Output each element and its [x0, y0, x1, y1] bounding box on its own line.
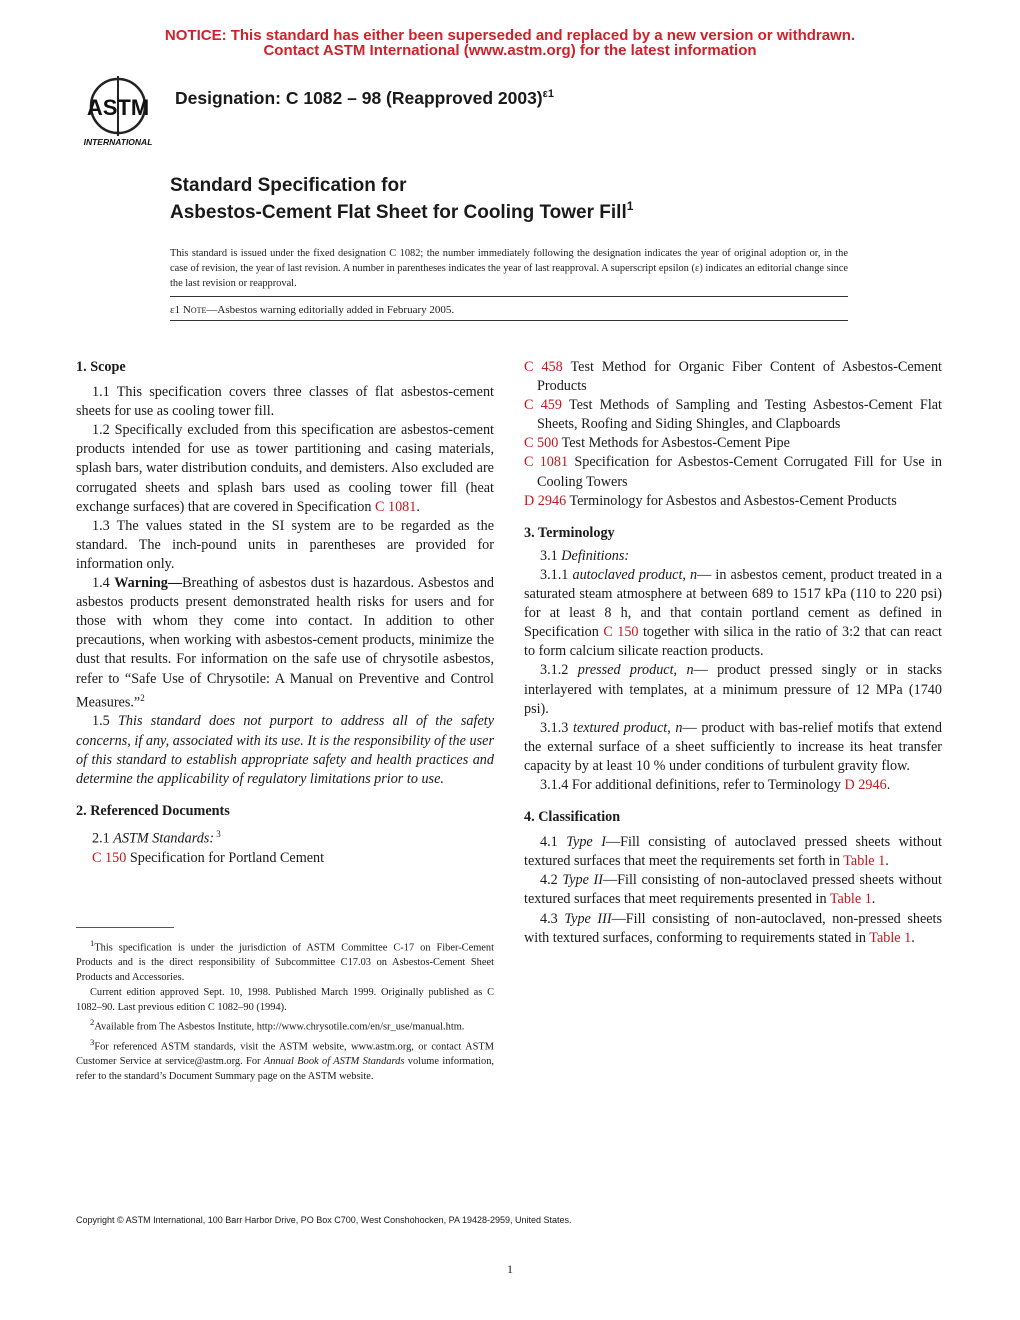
para-1-1: 1.1 This specification covers three classes of flat asbestos-cement sheets for use as cooling tower fill. [76, 384, 494, 420]
section-4-heading: 4. Classification [524, 809, 621, 826]
para-4-1: 4.1 Type I—Fill consisting of autoclaved pressed sheets without textured surfaces that meet the requirements set forth in Table 1. [524, 834, 943, 870]
para-3-1-3: 3.1.3 textured product, n— product with bas-relief motifs that extend the external surface of a sheet sufficiently to increase its heat transfer capacity by at least 10 % under conditions of turbulent gravity flow. [524, 719, 942, 774]
ref-c150-inline-link[interactable]: C 150 [603, 624, 639, 641]
section-1-heading: 1. Scope [76, 359, 126, 375]
logo-letters: ASTM [86, 95, 150, 120]
table-1-link[interactable]: Table 1 [843, 853, 886, 870]
footnote-3: $^3$For referenced ASTM standards, visit the ASTM website, www.astm.org, or contact ASTM Customer Service at service@astm.org. For Annual Book of ASTM Standards volume information, refer to the standard’s Document Summary page on the ASTM website. [76, 1036, 494, 1083]
designation-epsilon: ε1 [542, 88, 554, 100]
para-3-1-2: 3.1.2 pressed product, n— product pressed singly or in stacks interlayered with templates, at a minimum pressure of 12 MPa (1740 psi). [524, 662, 943, 717]
section-2-heading: 2. Referenced Documents [76, 802, 230, 819]
ref-item: D 2946 Terminology for Asbestos and Asbestos-Cement Products [524, 492, 897, 509]
astm-logo [74, 72, 162, 152]
page-number: 1 [507, 1262, 513, 1276]
editorial-note: ε1 Note—Asbestos warning editorially added in February 2005. [170, 304, 455, 316]
supersede-notice-line1: NOTICE: This standard has either been superseded and replaced by a new version or withdrawn. [164, 27, 856, 44]
right-column [524, 358, 942, 948]
para-3-1-1: 3.1.1 autoclaved product, n— in asbestos cement, product treated in a saturated steam atmosphere at between 689 to 1517 kPa (110 to 220 psi) for at least 8 h, and that contain portland cement as defined in Specification C 150 together with silica in the ratio of 3:2 that can react to form calcium silicate reaction products. [524, 566, 943, 660]
ref-code-link[interactable]: C 458 [524, 359, 563, 375]
ref-c150-item: C 150 Specification for Portland Cement [92, 849, 325, 866]
designation: Designation: C 1082 – 98 (Reapproved 2003)$^{\varepsilon 1}$ [175, 88, 554, 108]
referenced-documents-list [524, 358, 942, 511]
divider-bottom [170, 320, 848, 321]
ref-item: C 459 Test Methods of Sampling and Testing Asbestos-Cement Flat Sheets, Roofing and Siding Shingles, and Clapboards [524, 397, 942, 433]
left-column [76, 358, 494, 868]
para-1-2: 1.2 Specifically excluded from this specification are asbestos-cement products intended for use as tower partitioning and casing materials, splash bars, water distribution conduits, and demisters. Also excluded are corrugated sheets and splash bars used as cooling tower fill (heat exchange surfaces) that are covered in Specification C 1081. [76, 422, 494, 515]
para-1-5: 1.5 This standard does not purport to address all of the safety concerns, if any, associated with its use. It is the responsibility of the user of this standard to establish appropriate safety and health practices and determine the applicability of regulatory limitations prior to use. [76, 713, 494, 787]
para-3-1-4: 3.1.4 For additional definitions, refer to Terminology D 2946. [540, 776, 891, 793]
ref-code-link[interactable]: C 500 [524, 435, 559, 452]
para-1-4: 1.4 Warning—Breathing of asbestos dust is hazardous. Asbestos and asbestos products present demonstrated health risks for users and for those with whom they come into contact. In addition to other precautions, when working with asbestos-cement products, minimize the dust that results. For information on the safe use of chrysotile asbestos, refer to “Safe Use of Chrysotile: A Manual on Preventive and Control Measures.”$^2$ [76, 575, 495, 711]
footnotes [76, 936, 494, 1084]
footnote-1-edition: Current edition approved Sept. 10, 1998. Published March 1999. Originally published as C 1082–90. Last previous edition C 1082–90 (1994). [76, 987, 494, 1014]
ref-code-link[interactable]: D 2946 [524, 492, 567, 509]
logo-caption: INTERNATIONAL [83, 137, 153, 147]
section-3-heading: 3. Terminology [524, 524, 615, 541]
divider-top [170, 296, 848, 297]
table-1-link[interactable]: Table 1 [829, 891, 872, 908]
ref-item: C 458 Test Method for Organic Fiber Content of Asbestos-Cement Products [524, 359, 942, 395]
ref-item: C 500 Test Methods for Asbestos-Cement Pipe [524, 435, 790, 452]
para-1-3: 1.3 The values stated in the SI system are to be regarded as the standard. The inch-pound units in parentheses are provided for information only. [76, 517, 494, 572]
table-1-link[interactable]: Table 1 [869, 929, 912, 946]
supersede-notice-line2: Contact ASTM International (www.astm.org) for the latest information [263, 42, 757, 59]
title-footnote-mark: 1 [626, 199, 634, 213]
ref-d2946-inline-link[interactable]: D 2946 [844, 776, 887, 793]
title-line2: Asbestos-Cement Flat Sheet for Cooling Tower Fill$^1$ [170, 199, 634, 223]
ref-c1081-link[interactable]: C 1081 [374, 498, 417, 515]
footnote-1: $^1$This specification is under the jurisdiction of ASTM Committee C-17 on Fiber-Cement Products and is the direct responsibility of Subcommittee C17.03 on Asbestos-Cement Sheet Products and Accessories. [76, 938, 494, 984]
ref-item: C 1081 Specification for Asbestos-Cement Corrugated Fill for Use in Cooling Towers [524, 454, 942, 490]
ref-code-link[interactable]: C 1081 [524, 454, 569, 471]
title-line1: Standard Specification for [170, 175, 407, 196]
issue-note: This standard is issued under the fixed designation C 1082; the number immediately following the designation indicates the year of original adoption or, in the case of revision, the year of last revision. A number in parentheses indicates the year of last reapproval. A superscript epsilon (ε) indicates an editorial change since the last revision or reapproval. [170, 248, 848, 289]
para-2-1: 2.1 ASTM Standards: $^3$ [92, 828, 221, 847]
footnote-rule [76, 927, 174, 928]
ref-c150-link[interactable]: C 150 [92, 849, 127, 866]
para-3-1: 3.1 Definitions: [540, 547, 630, 564]
ref-code-link[interactable]: C 459 [524, 397, 562, 414]
copyright-line: Copyright © ASTM International, 100 Barr Harbor Drive, PO Box C700, West Conshohocken, PA 19428-2959, United States. [76, 1215, 572, 1225]
footnote-2: $^2$Available from The Asbestos Institute, http://www.chrysotile.com/en/sr_use/manual.htm. [90, 1017, 465, 1033]
para-4-3: 4.3 Type III—Fill consisting of non-autoclaved, non-pressed sheets with textured surfaces, conforming to requirements stated in Table 1. [524, 910, 942, 946]
para-4-2: 4.2 Type II—Fill consisting of non-autoclaved pressed sheets without textured surfaces that meet requirements presented in Table 1. [524, 872, 942, 908]
